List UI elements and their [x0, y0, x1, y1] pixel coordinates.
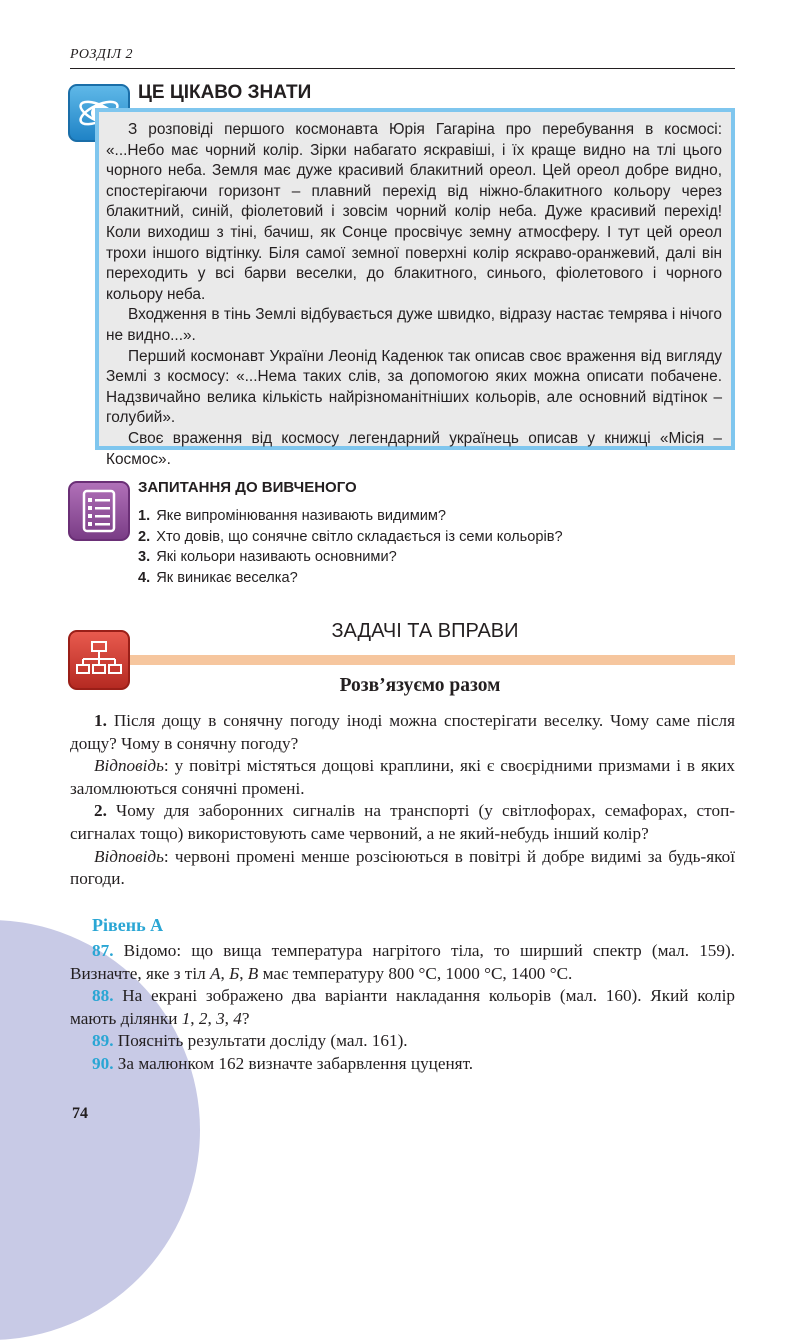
exercise-89 — [70, 1030, 735, 1053]
hierarchy-icon — [68, 630, 130, 690]
sep: , — [190, 1008, 199, 1028]
info-paragraph: Перший космонавт України Леонід Каденюк так описав своє враження від вигляду Землі з космосу: «...Нема таких слів, за допомогою яких можна описати побачене. Надзвичайно велика кількість найрізноманітніших кольорів, але основний відтінок – голубий». — [106, 347, 722, 427]
var: 1 — [181, 1008, 191, 1028]
answer-1 — [70, 755, 735, 800]
answer-label: Відповідь — [94, 846, 164, 866]
question-number: 2. — [138, 528, 151, 545]
problem-number: 2. — [94, 801, 107, 821]
sep: , — [224, 1008, 234, 1028]
problem-text: Чому для заборонних сигналів на транспорті (у світлофорах, семафорах, стоп-сигналах тощо) використовують саме червоний, а не який-небудь інший колір? — [70, 801, 735, 843]
checklist-icon — [68, 481, 130, 541]
section-label: РОЗДІЛ 2 — [70, 47, 133, 62]
var: 2 — [198, 1008, 208, 1028]
exercise-text: ? — [241, 1008, 250, 1028]
var: В — [247, 963, 259, 983]
question-text: Яке випромінювання називають видимим? — [156, 508, 447, 524]
exercise-text: Відомо: що вища температура нагрітого тіла, то ширший спектр (мал. 159). Визначте, яке з тіл — [70, 941, 736, 983]
exercise-number: 89. — [92, 1031, 114, 1051]
questions-title: ЗАПИТАННЯ ДО ВИВЧЕНОГО — [138, 479, 357, 496]
exercise-text: має температуру 800 °С, 1000 °С, 1400 °С. — [258, 963, 573, 983]
page-number: 74 — [72, 1105, 88, 1122]
info-title: ЦЕ ЦІКАВО ЗНАТИ — [138, 82, 312, 103]
problem-text: Після дощу в сонячну погоду іноді можна спостерігати веселку. Чому саме після дощу? Чому в сонячну погоду? — [70, 711, 736, 753]
answer-2 — [70, 846, 735, 891]
info-text — [106, 120, 722, 470]
question-number: 3. — [138, 549, 151, 565]
info-paragraph: З розповіді першого космонавта Юрія Гагаріна про перебування в космосі: «...Небо має чорний колір. Зірки набагато яскравіші, і їх краще видно на тлі цього чорного неба. Земля має дуже красивий блакитний ореол. Цей ореол добре видно, спостерігаючи горизонт – плавний перехід від ніжно-блакитного кольору через блакитний, синій, фіолетовий і зовсім чорний колір неба. Дуже красивий перехід! Коли виходиш з тіні, бачиш, як Сонце просвічує земну атмосферу. І тут цей ореол трохи іншого відтінку. Біля самої земної поверхні колір яскраво-оранжевий, далі він переходить у всі барви веселки, до блакитного, синього, фіолетового і чорного кольору неба. — [106, 121, 722, 303]
tasks-band — [130, 655, 735, 665]
answer-label: Відповідь — [94, 756, 164, 776]
exercises — [70, 940, 735, 1076]
list-item — [138, 547, 563, 568]
exercise-number: 88. — [92, 986, 114, 1006]
list-item — [138, 506, 563, 527]
var: А — [209, 963, 221, 983]
sep: , — [239, 963, 248, 983]
answer-text: : червоні промені менше розсіюються в повітрі й добре видимі за будь-якої погоди. — [70, 846, 735, 889]
list-item — [138, 568, 563, 589]
solved-problems — [70, 710, 735, 891]
question-number: 1. — [138, 508, 151, 524]
solve-together-title: Розв’язуємо разом — [339, 675, 501, 696]
header-rule — [70, 68, 735, 69]
exercise-number: 90. — [92, 1053, 114, 1073]
question-number: 4. — [138, 569, 151, 586]
question-text: Як виникає веселка? — [156, 569, 298, 586]
tasks-title: ЗАДАЧІ ТА ВПРАВИ — [331, 620, 519, 642]
info-paragraph: Входження в тінь Землі відбувається дуже швидко, відразу настає темрява і нічого не видно...». — [106, 306, 722, 344]
exercise-88 — [70, 985, 735, 1030]
sep: , — [207, 1008, 217, 1028]
var: 3 — [216, 1008, 225, 1028]
exercise-text: На екрані зображено два варіанти накладання кольорів (мал. 160). Який колір мають ділянки — [70, 986, 735, 1028]
var: Б — [229, 963, 240, 983]
exercise-87 — [70, 940, 735, 985]
question-text: Які кольори називають основними? — [156, 549, 397, 565]
question-text: Хто довів, що сонячне світло складається із семи кольорів? — [156, 528, 563, 545]
exercise-90 — [70, 1053, 735, 1076]
exercise-text: Поясніть результати досліду (мал. 161). — [117, 1031, 408, 1051]
problem-2 — [70, 800, 735, 845]
list-item — [138, 527, 563, 548]
info-paragraph: Своє враження від космосу легендарний українець описав у книжці «Місія – Космос». — [106, 429, 722, 468]
problem-1 — [70, 710, 735, 755]
answer-text: : у повітрі містяться дощові краплини, які є своєрідними призмами і в яких заломлюються сонячні промені. — [70, 756, 735, 798]
var: 4 — [233, 1008, 242, 1028]
problem-number: 1. — [94, 711, 107, 730]
questions-list — [138, 506, 563, 588]
sep: , — [220, 963, 230, 983]
level-a-title: Рівень А — [92, 915, 164, 935]
exercise-text: За малюнком 162 визначте забарвлення цуценят. — [117, 1053, 474, 1073]
exercise-number: 87. — [92, 941, 114, 960]
